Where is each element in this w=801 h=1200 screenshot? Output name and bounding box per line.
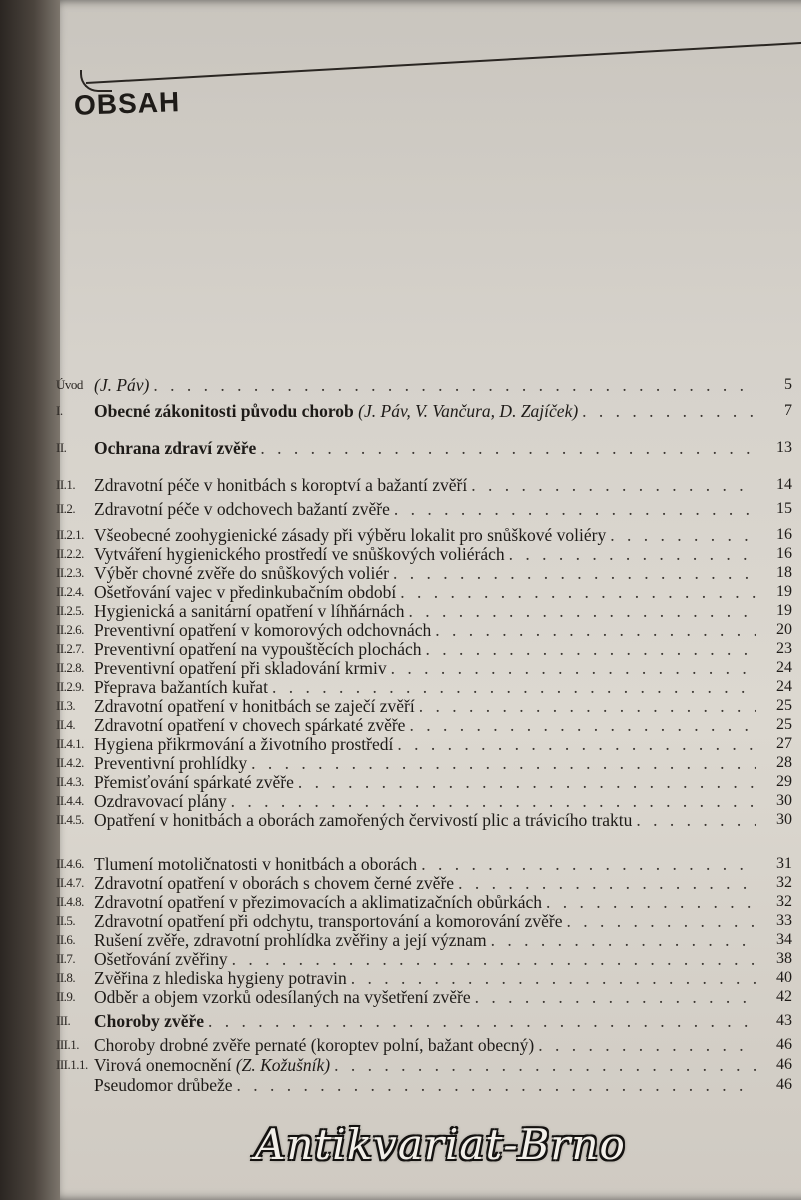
toc-entry-page: 15 (776, 500, 792, 517)
toc-entry (56, 1054, 796, 1076)
toc-entry-page: 19 (776, 583, 792, 600)
toc-entry-page: 43 (776, 1012, 792, 1029)
toc-entry-title: Zdravotní opatření v přezimovacích a aklimatizačních obůrkách (94, 892, 543, 912)
toc-entry (56, 1010, 796, 1032)
toc-entry-number: II.6. (56, 932, 76, 947)
toc-entry-title: Zdravotní péče v odchovech bažantí zvěře (94, 499, 390, 519)
toc-entry-page: 16 (776, 526, 792, 543)
toc-entry-page: 7 (784, 402, 792, 419)
toc-entry-title: Pseudomor drůbeže (94, 1075, 233, 1095)
toc-entry-number: II.4. (56, 717, 76, 732)
toc-entry-number: II.4.7. (56, 875, 84, 890)
toc-entry-title: Choroby zvěře (94, 1011, 204, 1031)
toc-entry-number: II.3. (56, 698, 76, 713)
toc-entry-page: 38 (776, 950, 792, 967)
toc-entry-number: II.8. (56, 970, 76, 985)
toc-entry-page: 31 (776, 855, 792, 872)
toc-entry-title: Zdravotní péče v honitbách s koroptví a bažantí zvěří (94, 475, 468, 495)
watermark: Antikvariat-Brno (255, 1120, 626, 1169)
toc-entry-number: II.4.8. (56, 894, 84, 909)
toc-entry-title: Ošetřování zvěřiny (94, 949, 228, 969)
toc-entry-author: (J. Páv) (94, 375, 150, 395)
toc-entry-number: II.2.1. (56, 527, 84, 542)
toc-entry-title: Zdravotní opatření v chovech spárkaté zvěře (94, 715, 406, 735)
toc-entry-title: Přemisťování spárkaté zvěře (94, 772, 294, 792)
toc-entry-number: II.2.6. (56, 622, 84, 637)
toc-entry-page: 25 (776, 697, 792, 714)
toc-entry-number: II.2.3. (56, 565, 84, 580)
toc-entry-number: II.7. (56, 951, 76, 966)
toc-entry-page: 19 (776, 602, 792, 619)
toc-entry-number: II.5. (56, 913, 76, 928)
toc-entry-number: II.2.4. (56, 584, 84, 599)
toc-entry-page: 28 (776, 754, 792, 771)
page-title: OBSAH (73, 86, 181, 121)
toc-entry-page: 30 (776, 811, 792, 828)
toc-entry-page: 46 (776, 1076, 792, 1093)
toc-entry-page: 29 (776, 773, 792, 790)
toc-entry-title: Preventivní opatření při skladování krmiv (94, 658, 387, 678)
toc-entry-page: 16 (776, 545, 792, 562)
toc-entry-title: Zdravotní opatření v oborách s chovem černé zvěře (94, 873, 455, 893)
toc-entry-number: II.4.5. (56, 812, 84, 827)
toc-entry-title: Opatření v honitbách a oborách zamořených červivostí plic a trávicího traktu (94, 810, 633, 830)
toc-entry-page: 32 (776, 893, 792, 910)
toc-entry-number: II.1. (56, 477, 76, 492)
toc-entry-title: Virová onemocnění (94, 1055, 236, 1075)
toc-entry-page: 14 (776, 476, 792, 493)
toc-entry-page: 40 (776, 969, 792, 986)
toc-entry-page: 46 (776, 1036, 792, 1053)
toc-entry-page: 30 (776, 792, 792, 809)
toc-entry-number: II.4.4. (56, 793, 84, 808)
toc-entry-page: 13 (776, 439, 792, 456)
toc-entry-title: Zdravotní opatření v honitbách se zaječí zvěří (94, 696, 415, 716)
toc-entry-page: 27 (776, 735, 792, 752)
toc-entry-title: Preventivní opatření na vypouštěcích plochách (94, 639, 422, 659)
toc-entry-author: (Z. Kožušník) (235, 1055, 331, 1075)
toc-entry-title: Hygiena přikrmování a životního prostředí (94, 734, 394, 754)
toc-entry-number: II.2.2. (56, 546, 84, 561)
toc-entry-title: Zvěřina z hlediska hygieny potravin (94, 968, 347, 988)
toc-entry-title: Hygienická a sanitární opatření v líhňárnách (94, 601, 405, 621)
toc-entry (56, 809, 796, 831)
toc-entry-number: II. (56, 440, 67, 455)
toc-entry-number: II.2.5. (56, 603, 84, 618)
toc-entry-title: Všeobecné zoohygienické zásady při výběru lokalit pro snůškové voliéry (94, 525, 607, 545)
toc-entry (56, 474, 796, 496)
toc-entry-title: Zdravotní opatření při odchytu, transportování a komorování zvěře (94, 911, 563, 931)
toc-entry-number: III.1. (56, 1037, 79, 1052)
toc-entry-number: I. (56, 403, 63, 418)
toc-entry (56, 1034, 796, 1056)
toc-entry-title: Preventivní prohlídky (94, 753, 248, 773)
toc-entry-number: II.4.6. (56, 856, 84, 871)
toc-entry (56, 1074, 796, 1096)
toc-entry-title: Odběr a objem vzorků odesílaných na vyšetření zvěře (94, 987, 471, 1007)
toc-entry-title: Přeprava bažantích kuřat (94, 677, 268, 697)
toc-entry (56, 437, 796, 459)
toc-entry-title: Preventivní opatření v komorových odchovnách (94, 620, 432, 640)
toc-entry-number: II.4.2. (56, 755, 84, 770)
toc-entry-title: Ozdravovací plány (94, 791, 227, 811)
toc-entry (56, 498, 796, 520)
toc-entry-title: Výběr chovné zvěře do snůškových voliér (94, 563, 389, 583)
toc-entry-number: II.4.1. (56, 736, 84, 751)
toc-entry-page: 46 (776, 1056, 792, 1073)
toc-entry-title: Vytváření hygienického prostředí ve snůškových voliérách (94, 544, 505, 564)
toc-entry-page: 32 (776, 874, 792, 891)
toc-entry-number: II.4.3. (56, 774, 84, 789)
toc-entry-page: 24 (776, 678, 792, 695)
toc-entry-number: II.2.9. (56, 679, 84, 694)
toc-entry-page: 24 (776, 659, 792, 676)
toc-entry-title: Rušení zvěře, zdravotní prohlídka zvěřiny a její význam (94, 930, 487, 950)
toc-entry (56, 986, 796, 1008)
toc-entry-page: 23 (776, 640, 792, 657)
toc-entry-title: Choroby drobné zvěře pernaté (koroptev polní, bažant obecný) (94, 1035, 535, 1055)
toc-entry-page: 5 (784, 376, 792, 393)
toc-entry-number: III. (56, 1013, 71, 1028)
toc-entry-number: II.2.7. (56, 641, 84, 656)
toc-entry-title: Tlumení motoličnatosti v honitbách a oborách (94, 854, 418, 874)
toc-entry-title: Ochrana zdraví zvěře (94, 438, 257, 458)
toc-entry-number: Úvod (56, 377, 83, 392)
toc-entry-page: 18 (776, 564, 792, 581)
toc-entry-number: II.2. (56, 501, 76, 516)
toc-entry-title: Obecné zákonitosti původu chorob (94, 401, 359, 421)
toc-entry (56, 400, 796, 422)
toc-entry-author: (J. Páv, V. Vančura, D. Zajíček) (358, 401, 579, 421)
toc-entry-number: III.1.1. (56, 1057, 88, 1072)
toc-entry-page: 42 (776, 988, 792, 1005)
toc-entry (56, 374, 796, 396)
toc-entry-page: 20 (776, 621, 792, 638)
toc-entry-page: 33 (776, 912, 792, 929)
toc-entry-title: Ošetřování vajec v předinkubačním období (94, 582, 397, 602)
toc-entry-page: 25 (776, 716, 792, 733)
toc-entry-page: 34 (776, 931, 792, 948)
toc-entry-number: II.9. (56, 989, 76, 1004)
toc-entry-number: II.2.8. (56, 660, 84, 675)
